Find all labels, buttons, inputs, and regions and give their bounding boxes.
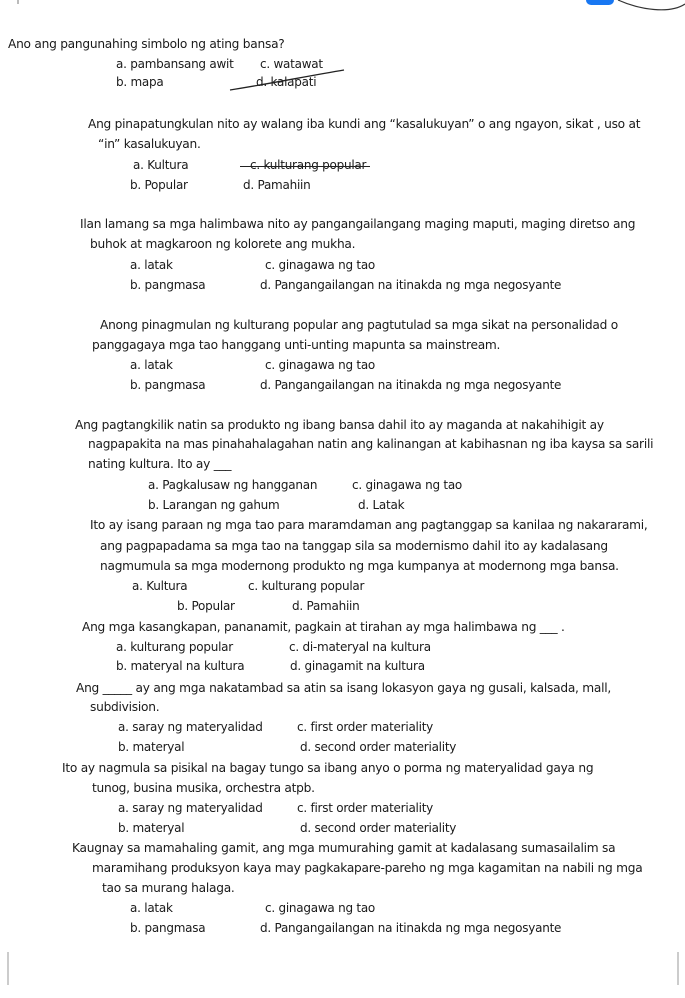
q3-option-d[interactable]: d. Pangangailangan na itinakda ng mga negosyante <box>260 278 562 292</box>
q8-line1: Ang _____ ay ang mga nakatambad sa atin sa isang lokasyon gaya ng gusali, kalsada, mall, <box>76 681 612 695</box>
q3-option-c[interactable]: c. ginagawa ng tao <box>265 258 376 272</box>
q10-option-d[interactable]: d. Pangangailangan na itinakda ng mga negosyante <box>260 921 562 935</box>
q4-line2: panggagaya mga tao hanggang unti-unting mapunta sa mainstream. <box>92 338 501 352</box>
q2-line2: “in” kasalukuyan. <box>98 137 201 151</box>
q6-option-a[interactable]: a. Kultura <box>132 579 188 593</box>
q5-line1: Ang pagtangkilik natin sa produkto ng ibang bansa dahil ito ay maganda at nakahihigit ay <box>75 418 604 432</box>
q8-option-c[interactable]: c. first order materiality <box>297 720 434 734</box>
q2-option-d[interactable]: d. Pamahiin <box>243 178 311 192</box>
q3-line2: buhok at magkaroon ng kolorete ang mukha. <box>90 237 356 251</box>
q9-option-c[interactable]: c. first order materiality <box>297 801 434 815</box>
q2-option-c[interactable]: c. kulturang popular <box>250 158 367 172</box>
q5-option-b[interactable]: b. Larangan ng gahum <box>148 498 280 512</box>
q5-option-d[interactable]: d. Latak <box>358 498 405 512</box>
q4-line1: Anong pinagmulan ng kulturang popular ang pagtutulad sa mga sikat na personalidad o <box>100 318 618 332</box>
q7-option-a[interactable]: a. kulturang popular <box>116 640 233 654</box>
q10-option-b[interactable]: b. pangmasa <box>130 921 206 935</box>
q9-option-a[interactable]: a. saray ng materyalidad <box>118 801 263 815</box>
q1-option-a[interactable]: a. pambansang awit <box>116 57 234 71</box>
q1-strike-mark <box>228 68 348 94</box>
q2-option-a[interactable]: a. Kultura <box>133 158 189 172</box>
q4-option-d[interactable]: d. Pangangailangan na itinakda ng mga negosyante <box>260 378 562 392</box>
q1-option-d[interactable]: d. kalapati <box>256 75 317 89</box>
q9-option-d[interactable]: d. second order materiality <box>300 821 457 835</box>
q7-option-b[interactable]: b. materyal na kultura <box>116 659 245 673</box>
q6-line2: ang pagpapadama sa mga tao na tanggap sila sa modernismo dahil ito ay kadalasang <box>100 539 608 553</box>
q5-line3: nating kultura. Ito ay ___ <box>88 457 232 471</box>
q3-line1: Ilan lamang sa mga halimbawa nito ay pangangailangang maging maputi, maging diretso ang <box>80 217 636 231</box>
q7-line1: Ang mga kasangkapan, pananamit, pagkain at tirahan ay mga halimbawa ng ___ . <box>82 620 565 634</box>
q6-option-d[interactable]: d. Pamahiin <box>292 599 360 613</box>
q10-option-a[interactable]: a. latak <box>130 901 173 915</box>
q1-option-c[interactable]: c. watawat <box>260 57 323 71</box>
q2-strike-mark <box>240 166 370 167</box>
q5-line2: nagpapakita na mas pinahahalagahan natin ang kalinangan at kabihasnan ng iba kaysa sa sarili <box>88 437 654 451</box>
q9-option-b[interactable]: b. materyal <box>118 821 185 835</box>
q4-option-a[interactable]: a. latak <box>130 358 173 372</box>
q5-option-a[interactable]: a. Pagkalusaw ng hangganan <box>148 478 318 492</box>
q7-option-d[interactable]: d. ginagamit na kultura <box>290 659 425 673</box>
q2-line1: Ang pinapatungkulan nito ay walang iba kundi ang “kasalukuyan” o ang ngayon, sikat , uso at <box>88 117 641 131</box>
q9-line1: Ito ay nagmula sa pisikal na bagay tungo sa ibang anyo o porma ng materyalidad gaya ng <box>62 761 594 775</box>
q10-line3: tao sa murang halaga. <box>102 881 235 895</box>
q6-line1: Ito ay isang paraan ng mga tao para maramdaman ang pagtanggap sa kanilaa ng nakararami, <box>90 518 648 532</box>
q1-question: Ano ang pangunahing simbolo ng ating bansa? <box>8 37 285 51</box>
q2-option-b[interactable]: b. Popular <box>130 178 188 192</box>
q3-option-b[interactable]: b. pangmasa <box>130 278 206 292</box>
q4-option-c[interactable]: c. ginagawa ng tao <box>265 358 376 372</box>
q8-option-d[interactable]: d. second order materiality <box>300 740 457 754</box>
q6-option-b[interactable]: b. Popular <box>177 599 235 613</box>
q5-option-c[interactable]: c. ginagawa ng tao <box>352 478 463 492</box>
q8-line2: subdivision. <box>90 700 160 714</box>
q10-option-c[interactable]: c. ginagawa ng tao <box>265 901 376 915</box>
q8-option-b[interactable]: b. materyal <box>118 740 185 754</box>
q8-option-a[interactable]: a. saray ng materyalidad <box>118 720 263 734</box>
q9-line2: tunog, busina musika, orchestra atpb. <box>92 781 315 795</box>
q6-option-c[interactable]: c. kulturang popular <box>248 579 365 593</box>
q3-option-a[interactable]: a. latak <box>130 258 173 272</box>
q6-line3: nagmumula sa mga modernong produkto ng mga kumpanya at modernong mga bansa. <box>100 559 619 573</box>
q7-option-c[interactable]: c. di-materyal na kultura <box>289 640 431 654</box>
q4-option-b[interactable]: b. pangmasa <box>130 378 206 392</box>
q10-line1: Kaugnay sa mamahaling gamit, ang mga mumurahing gamit at kadalasang sumasailalim sa <box>72 841 616 855</box>
q10-line2: maramihang produksyon kaya may pagkakapare-pareho ng mga kagamitan na nabili ng mga <box>92 861 643 875</box>
q1-option-b[interactable]: b. mapa <box>116 75 164 89</box>
